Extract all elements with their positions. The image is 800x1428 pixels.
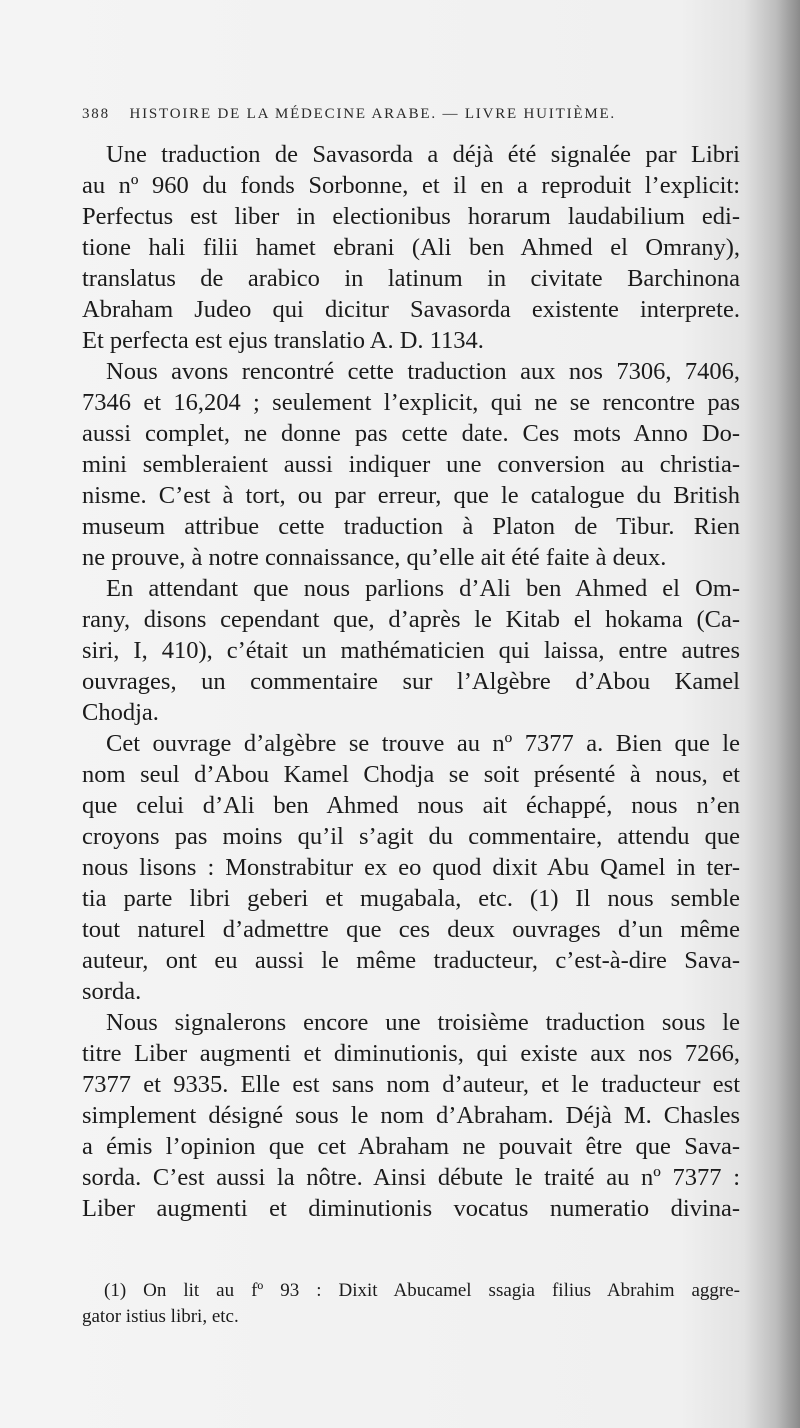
text-line: nom seul d’Abou Kamel Chodja se soit présenté à nous, et	[82, 761, 740, 788]
text-line: simplement désigné sous le nom d’Abraham. Déjà M. Chasles	[82, 1102, 740, 1129]
text-line: siri, I, 410), c’était un mathématicien qui laissa, entre autres	[82, 637, 740, 664]
text-line: Une traduction de Savasorda a déjà été signalée par Libri	[106, 141, 740, 168]
text-line: mini sembleraient aussi indiquer une conversion au christia-	[82, 451, 740, 478]
text-line: nous lisons : Monstrabitur ex eo quod dixit Abu Qamel in ter-	[82, 854, 740, 881]
text-line: titre Liber augmenti et diminutionis, qui existe aux nos 7266,	[82, 1040, 740, 1067]
text-line: ouvrages, un commentaire sur l’Algèbre d’Abou Kamel	[82, 668, 740, 695]
text-line: Liber augmenti et diminutionis vocatus numeratio divina-	[82, 1195, 740, 1222]
footnote-line: gator istius libri, etc.	[82, 1306, 239, 1327]
text-line: croyons pas moins qu’il s’agit du commentaire, attendu que	[82, 823, 740, 850]
text-line: au nº 960 du fonds Sorbonne, et il en a reproduit l’explicit:	[82, 172, 740, 199]
text-line: aussi complet, ne donne pas cette date. Ces mots Anno Do-	[82, 420, 740, 447]
running-title: HISTOIRE DE LA MÉDECINE ARABE. — LIVRE HUITIÈME.	[129, 106, 616, 122]
text-line: rany, disons cependant que, d’après le Kitab el hokama (Ca-	[82, 606, 740, 633]
text-line: auteur, ont eu aussi le même traducteur, c’est-à-dire Sava-	[82, 947, 740, 974]
text-line: Perfectus est liber in electionibus horarum laudabilium edi-	[82, 203, 740, 230]
running-header	[82, 106, 742, 123]
text-line: a émis l’opinion que cet Abraham ne pouvait être que Sava-	[82, 1133, 740, 1160]
text-line: tia parte libri geberi et mugabala, etc. (1) Il nous semble	[82, 885, 740, 912]
text-line: que celui d’Ali ben Ahmed nous ait échappé, nous n’en	[82, 792, 740, 819]
text-line: museum attribue cette traduction à Platon de Tibur. Rien	[82, 513, 740, 540]
text-line: nisme. C’est à tort, ou par erreur, que le catalogue du British	[82, 482, 740, 509]
text-line: sorda. C’est aussi la nôtre. Ainsi débute le traité au nº 7377 :	[82, 1164, 740, 1191]
text-line: sorda.	[82, 978, 142, 1005]
text-line: Chodja.	[82, 699, 159, 726]
main-text	[82, 139, 740, 1224]
footnote-line: (1) On lit au fº 93 : Dixit Abucamel ssagia filius Abrahim aggre-	[104, 1280, 740, 1301]
text-line: translatus de arabico in latinum in civitate Barchinona	[82, 265, 740, 292]
text-line: Et perfecta est ejus translatio A. D. 1134.	[82, 327, 484, 354]
page-number: 388	[82, 106, 110, 122]
text-line: tout naturel d’admettre que ces deux ouvrages d’un même	[82, 916, 740, 943]
text-line: tione hali filii hamet ebrani (Ali ben Ahmed el Omrany),	[82, 234, 740, 261]
text-line: En attendant que nous parlions d’Ali ben Ahmed el Om-	[106, 575, 740, 602]
text-line: 7346 et 16,204 ; seulement l’explicit, qui ne se rencontre pas	[82, 389, 740, 416]
text-line: Nous avons rencontré cette traduction aux nos 7306, 7406,	[106, 358, 740, 385]
text-line: Abraham Judeo qui dicitur Savasorda existente interprete.	[82, 296, 740, 323]
footnotes	[82, 1278, 740, 1330]
text-line: Nous signalerons encore une troisième traduction sous le	[106, 1009, 740, 1036]
text-line: 7377 et 9335. Elle est sans nom d’auteur, et le traducteur est	[82, 1071, 740, 1098]
text-line: ne prouve, à notre connaissance, qu’elle ait été faite à deux.	[82, 544, 667, 571]
text-line: Cet ouvrage d’algèbre se trouve au nº 7377 a. Bien que le	[106, 730, 740, 757]
